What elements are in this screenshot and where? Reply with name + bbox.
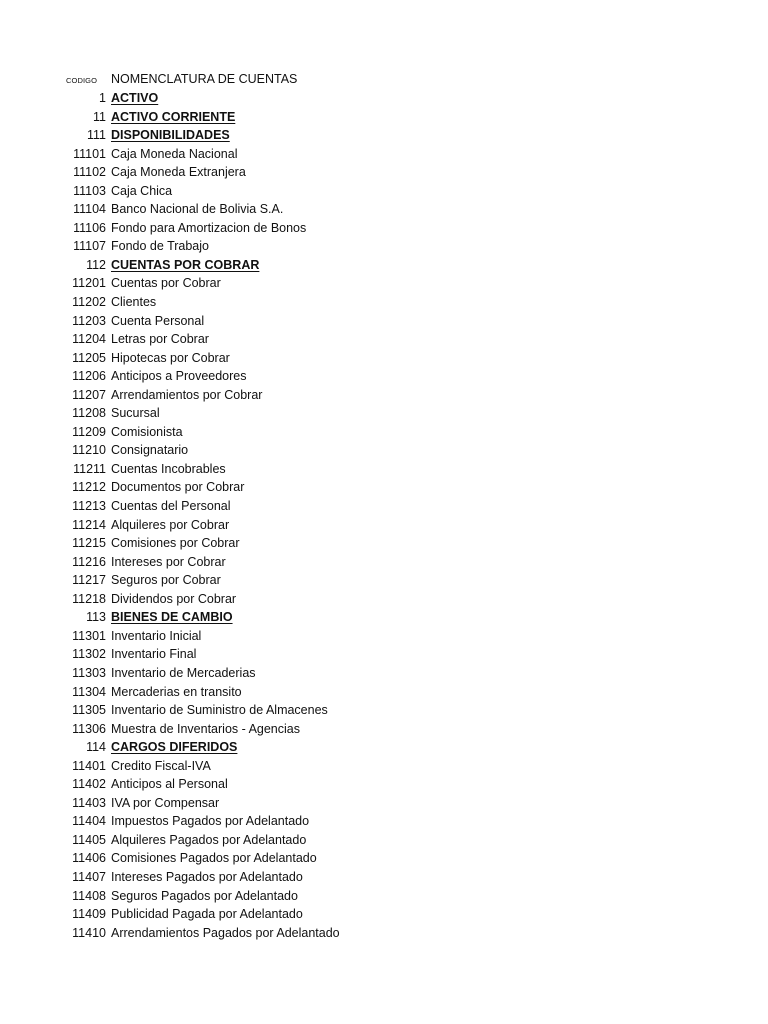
account-name: Muestra de Inventarios - Agencias [111,721,300,736]
account-code: 11213 [72,499,106,514]
account-name: Anticipos a Proveedores [111,369,247,384]
account-code: 11306 [72,721,106,736]
account-row [0,888,768,907]
account-row [0,758,768,777]
account-name: Caja Chica [111,183,173,198]
account-name: Inventario Inicial [111,628,202,643]
account-row [0,201,768,220]
account-code: 11211 [73,461,106,476]
account-row [0,832,768,851]
account-code: 11404 [72,814,106,829]
account-name: Seguros por Cobrar [111,573,221,588]
account-code: 11215 [72,536,106,551]
account-group-name: CUENTAS POR COBRAR [111,257,260,272]
account-code: 11212 [72,480,106,495]
account-row [0,350,768,369]
account-group-name: DISPONIBILIDADES [111,128,230,143]
account-code: 112 [86,257,106,272]
account-name: Consignatario [111,443,189,458]
account-code: 11101 [73,146,106,161]
account-row [0,368,768,387]
account-row [0,294,768,313]
account-name: Dividendos por Cobrar [111,591,237,606]
account-name: Caja Moneda Extranjera [111,165,246,180]
account-code: 11409 [72,907,106,922]
account-name: Fondo para Amortizacion de Bonos [111,220,307,235]
account-name: Comisiones Pagados por Adelantado [111,851,317,866]
account-name: Comisionista [111,424,183,439]
account-row [0,424,768,443]
account-row [0,776,768,795]
account-name: Comisiones por Cobrar [111,536,240,551]
account-row [0,721,768,740]
account-code: 11102 [73,165,106,180]
account-group-row [0,739,768,758]
account-row [0,869,768,888]
account-row [0,479,768,498]
account-name: Fondo de Trabajo [111,239,209,254]
account-code: 111 [86,128,106,143]
account-code: 11301 [72,628,106,643]
account-code: 11205 [72,350,106,365]
account-code: 11210 [72,443,106,458]
account-name: Caja Moneda Nacional [111,146,238,161]
account-name: Cuenta Personal [111,313,205,328]
account-code: 11214 [72,517,106,532]
account-name: Documentos por Cobrar [111,480,245,495]
account-code: 11218 [72,591,106,606]
account-row [0,220,768,239]
account-row [0,461,768,480]
account-code: 11202 [72,295,106,310]
account-row [0,702,768,721]
account-group-name: ACTIVO CORRIENTE [111,109,236,124]
account-code: 11107 [73,239,106,254]
account-name: Inventario Final [111,647,197,662]
account-code: 11402 [72,777,106,792]
account-row [0,164,768,183]
account-name: Alquileres por Cobrar [111,517,230,532]
account-group-name: CARGOS DIFERIDOS [111,740,238,755]
account-row [0,850,768,869]
account-row [0,628,768,647]
account-name: Letras por Cobrar [111,332,209,347]
account-code: 11302 [72,647,106,662]
account-row [0,313,768,332]
account-name: Arrendamientos por Cobrar [111,387,263,402]
account-row [0,238,768,257]
account-group-row [0,109,768,128]
account-code: 11403 [72,795,106,810]
account-name: Credito Fiscal-IVA [111,758,211,773]
account-row [0,925,768,944]
account-group-row [0,90,768,109]
account-name: Intereses por Cobrar [111,554,226,569]
name-column-header: NOMENCLATURA DE CUENTAS [111,72,298,86]
account-code: 1 [99,91,106,105]
account-row [0,795,768,814]
account-row [0,554,768,573]
account-group-row [0,127,768,146]
account-code: 11208 [72,406,106,421]
account-name: Cuentas del Personal [111,499,231,514]
account-code: 11201 [72,276,106,291]
account-row [0,517,768,536]
account-row [0,146,768,165]
account-row [0,442,768,461]
account-name: Banco Nacional de Bolivia S.A. [111,202,284,217]
account-name: Cuentas Incobrables [111,461,226,476]
account-name: Impuestos Pagados por Adelantado [111,814,310,829]
account-code: 11304 [72,684,106,699]
account-code: 11207 [72,387,106,402]
account-name: Cuentas por Cobrar [111,276,221,291]
account-row [0,183,768,202]
account-row [0,591,768,610]
account-code: 11204 [72,332,106,347]
code-column-header: CODIGO [66,76,98,85]
account-row [0,572,768,591]
account-code: 113 [86,610,106,625]
account-name: Sucursal [111,406,160,421]
account-list [0,90,768,943]
account-row [0,665,768,684]
account-code: 11216 [72,554,106,569]
account-name: Seguros Pagados por Adelantado [111,888,298,903]
account-row [0,331,768,350]
account-row [0,646,768,665]
account-code: 11405 [72,832,106,847]
account-row [0,906,768,925]
account-name: Mercaderias en transito [111,684,242,699]
account-row [0,275,768,294]
account-row [0,387,768,406]
account-code: 11401 [72,758,106,773]
account-code: 11408 [72,888,106,903]
account-group-name: ACTIVO [111,91,159,105]
account-code: 11410 [72,925,106,940]
account-code: 11217 [72,573,106,588]
table-header [0,71,768,89]
account-name: Hipotecas por Cobrar [111,350,230,365]
account-name: Arrendamientos Pagados por Adelantado [111,925,340,940]
account-row [0,684,768,703]
account-row [0,813,768,832]
account-code: 11303 [72,665,106,680]
account-code: 11209 [72,424,106,439]
account-code: 11 [93,109,106,124]
account-name: Alquileres Pagados por Adelantado [111,832,307,847]
account-code: 11104 [73,202,106,217]
account-group-row [0,257,768,276]
account-name: Anticipos al Personal [111,777,228,792]
account-code: 11406 [72,851,106,866]
account-group-row [0,609,768,628]
account-code: 11106 [73,220,106,235]
account-name: Inventario de Suministro de Almacenes [111,703,328,718]
account-row [0,535,768,554]
account-name: Publicidad Pagada por Adelantado [111,907,303,922]
account-code: 11305 [72,703,106,718]
account-group-name: BIENES DE CAMBIO [111,610,233,625]
account-row [0,498,768,517]
account-name: Clientes [111,295,157,310]
account-code: 114 [86,740,106,755]
account-name: Intereses Pagados por Adelantado [111,869,303,884]
account-row [0,405,768,424]
account-code: 11407 [72,869,106,884]
account-name: IVA por Compensar [111,795,220,810]
account-code: 11203 [72,313,106,328]
account-name: Inventario de Mercaderias [111,665,256,680]
account-code: 11206 [72,369,106,384]
account-code: 11103 [73,183,106,198]
